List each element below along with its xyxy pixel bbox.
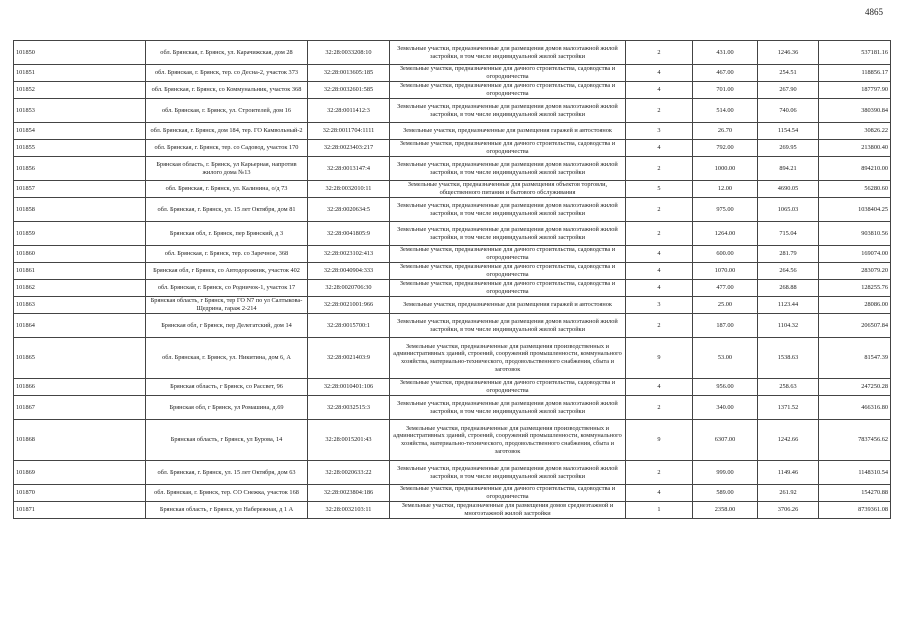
cell-land-use: Земельные участки, предназначенные для дачного строительства, садоводства и огородничества [390, 140, 626, 157]
cell-parcel-id: 101857 [14, 181, 146, 198]
cell-area: 26.70 [693, 123, 758, 140]
cell-parcel-id: 101870 [14, 485, 146, 502]
cell-parcel-id: 101856 [14, 157, 146, 181]
cell-cadastral-number: 32:28:0040904:333 [308, 263, 390, 280]
cell-cadastral-value: 247250.28 [819, 379, 891, 396]
cell-use-code: 4 [626, 246, 693, 263]
cell-specific-value: 281.79 [758, 246, 819, 263]
cell-cadastral-value: 1148310.54 [819, 461, 891, 485]
cell-parcel-id: 101851 [14, 65, 146, 82]
cell-cadastral-number: 32:28:0032103:11 [308, 502, 390, 519]
cell-use-code: 4 [626, 280, 693, 297]
cell-cadastral-value: 8739361.08 [819, 502, 891, 519]
cell-use-code: 4 [626, 379, 693, 396]
cell-address: Брянская область, г Брянск, со Рассвет, 96 [146, 379, 308, 396]
cell-address: обл. Брянская, г. Брянск, ул. 15 лет Октября, дом 63 [146, 461, 308, 485]
cell-specific-value: 1246.36 [758, 41, 819, 65]
cell-use-code: 2 [626, 157, 693, 181]
cell-parcel-id: 101864 [14, 314, 146, 338]
cell-area: 600.00 [693, 246, 758, 263]
cell-use-code: 3 [626, 123, 693, 140]
cell-land-use: Земельные участки, предназначенные для дачного строительства, садоводства и огородничества [390, 246, 626, 263]
cell-specific-value: 1538.63 [758, 338, 819, 379]
cell-cadastral-number: 32:28:0032601:585 [308, 82, 390, 99]
cell-area: 53.00 [693, 338, 758, 379]
cell-cadastral-value: 894210.00 [819, 157, 891, 181]
cell-specific-value: 269.95 [758, 140, 819, 157]
cell-land-use: Земельные участки, предназначенные для размещения домов малоэтажной жилой застройки, в том числе индивидуальной жилой застройки [390, 41, 626, 65]
cell-address: Брянская обл, г Брянск, ул Ромашина, д.69 [146, 396, 308, 420]
cell-cadastral-value: 466316.80 [819, 396, 891, 420]
cell-cadastral-value: 206507.84 [819, 314, 891, 338]
cell-parcel-id: 101860 [14, 246, 146, 263]
cell-specific-value: 4690.05 [758, 181, 819, 198]
cell-cadastral-number: 32:28:0023804:186 [308, 485, 390, 502]
table-row [14, 41, 891, 65]
cell-cadastral-value: 28086.00 [819, 297, 891, 314]
table-row [14, 379, 891, 396]
cell-area: 467.00 [693, 65, 758, 82]
cell-land-use: Земельные участки, предназначенные для дачного строительства, садоводства и огородничества [390, 379, 626, 396]
cell-parcel-id: 101866 [14, 379, 146, 396]
cell-land-use: Земельные участки, предназначенные для дачного строительства, садоводства и огородничества [390, 82, 626, 99]
cell-specific-value: 1154.54 [758, 123, 819, 140]
cell-address: обл. Брянская, г. Брянск, тер. СО Снежка, участок 168 [146, 485, 308, 502]
cell-parcel-id: 101859 [14, 222, 146, 246]
cell-parcel-id: 101865 [14, 338, 146, 379]
cell-cadastral-value: 903810.56 [819, 222, 891, 246]
cell-specific-value: 3706.26 [758, 502, 819, 519]
cell-address: обл. Брянская, г. Брянск, со Коммунальник, участок 368 [146, 82, 308, 99]
table-row [14, 263, 891, 280]
cell-address: Брянская обл, г. Брянск, пер Брянский, д 3 [146, 222, 308, 246]
cell-land-use: Земельные участки, предназначенные для дачного строительства, садоводства и огородничества [390, 65, 626, 82]
table-row [14, 82, 891, 99]
cell-specific-value: 261.92 [758, 485, 819, 502]
table-row [14, 198, 891, 222]
cell-cadastral-number: 32:28:0011704:1111 [308, 123, 390, 140]
table-row [14, 246, 891, 263]
cell-cadastral-number: 32:28:0015201:43 [308, 420, 390, 461]
cell-land-use: Земельные участки, предназначенные для размещения домов малоэтажной жилой застройки, в том числе индивидуальной жилой застройки [390, 99, 626, 123]
cell-specific-value: 267.90 [758, 82, 819, 99]
cell-use-code: 3 [626, 297, 693, 314]
cell-area: 514.00 [693, 99, 758, 123]
cell-land-use: Земельные участки, предназначенные для дачного строительства, садоводства и огородничества [390, 485, 626, 502]
cell-address: обл. Брянская, г. Брянск, тер. со Заречное, 368 [146, 246, 308, 263]
cell-use-code: 2 [626, 99, 693, 123]
table-row [14, 99, 891, 123]
cell-cadastral-number: 32:28:0011412:3 [308, 99, 390, 123]
cell-use-code: 2 [626, 461, 693, 485]
cell-address: Брянская обл, г Брянск, пер Делегатский, дом 14 [146, 314, 308, 338]
table-row [14, 396, 891, 420]
cell-area: 25.00 [693, 297, 758, 314]
cell-use-code: 2 [626, 41, 693, 65]
cell-cadastral-number: 32:28:0041805:9 [308, 222, 390, 246]
table-row [14, 502, 891, 519]
cell-cadastral-value: 128255.76 [819, 280, 891, 297]
cell-parcel-id: 101858 [14, 198, 146, 222]
cell-cadastral-number: 32:28:0032515:3 [308, 396, 390, 420]
cell-cadastral-value: 187797.90 [819, 82, 891, 99]
cell-area: 792.00 [693, 140, 758, 157]
cell-use-code: 2 [626, 396, 693, 420]
cell-land-use: Земельные участки, предназначенные для размещения домов малоэтажной жилой застройки, в том числе индивидуальной жилой застройки [390, 222, 626, 246]
cell-area: 340.00 [693, 396, 758, 420]
land-registry-table [13, 40, 891, 519]
cell-cadastral-number: 32:28:0023102:413 [308, 246, 390, 263]
table-body [14, 41, 891, 519]
cell-land-use: Земельные участки, предназначенные для размещения домов малоэтажной жилой застройки, в том числе индивидуальной жилой застройки [390, 314, 626, 338]
cell-use-code: 4 [626, 82, 693, 99]
cell-parcel-id: 101863 [14, 297, 146, 314]
cell-land-use: Земельные участки, предназначенные для дачного строительства, садоводства и огородничества [390, 263, 626, 280]
cell-parcel-id: 101871 [14, 502, 146, 519]
cell-cadastral-number: 32:28:0020706:30 [308, 280, 390, 297]
cell-parcel-id: 101850 [14, 41, 146, 65]
cell-use-code: 4 [626, 263, 693, 280]
cell-use-code: 5 [626, 181, 693, 198]
cell-cadastral-value: 380390.84 [819, 99, 891, 123]
cell-cadastral-number: 32:28:0015700:1 [308, 314, 390, 338]
cell-specific-value: 1242.66 [758, 420, 819, 461]
table-row [14, 314, 891, 338]
cell-cadastral-number: 32:28:0010401:106 [308, 379, 390, 396]
cell-use-code: 2 [626, 222, 693, 246]
cell-address: обл. Брянская, г. Брянск, со Родничок-1, участок 17 [146, 280, 308, 297]
cell-parcel-id: 101853 [14, 99, 146, 123]
cell-address: Брянская область, г Брянск, ул Набережная, д 1 А [146, 502, 308, 519]
cell-use-code: 9 [626, 420, 693, 461]
cell-use-code: 2 [626, 198, 693, 222]
cell-parcel-id: 101854 [14, 123, 146, 140]
cell-address: Брянская область, г. Брянск, ул Карьерная, напротив жилого дома №13 [146, 157, 308, 181]
table-row [14, 222, 891, 246]
cell-land-use: Земельные участки, предназначенные для размещения объектов торговли, общественного питания и бытового обслуживания [390, 181, 626, 198]
cell-use-code: 9 [626, 338, 693, 379]
cell-specific-value: 740.06 [758, 99, 819, 123]
cell-cadastral-number: 32:28:0013605:185 [308, 65, 390, 82]
cell-land-use: Земельные участки, предназначенные для размещения производственных и административных зданий, строений, сооружений промышленности, коммунального хозяйства, материально-технического, продовольственного снабжения, сбыта и заготовок [390, 420, 626, 461]
table-row [14, 280, 891, 297]
cell-use-code: 4 [626, 485, 693, 502]
cell-address: Брянская обл, г Брянск, со Автодорожник, участок 402 [146, 263, 308, 280]
cell-cadastral-value: 1038404.25 [819, 198, 891, 222]
cell-specific-value: 1065.03 [758, 198, 819, 222]
cell-land-use: Земельные участки, предназначенные для размещения гаражей и автостоянок [390, 297, 626, 314]
cell-land-use: Земельные участки, предназначенные для размещения домов малоэтажной жилой застройки, в том числе индивидуальной жилой застройки [390, 396, 626, 420]
cell-area: 1264.00 [693, 222, 758, 246]
cell-specific-value: 254.51 [758, 65, 819, 82]
cell-cadastral-value: 118856.17 [819, 65, 891, 82]
cell-area: 1000.00 [693, 157, 758, 181]
cell-address: Брянская область, г Брянск, тер ГО N7 по ул Салтыкова-Щедрина, гараж 2-214 [146, 297, 308, 314]
cell-area: 2358.00 [693, 502, 758, 519]
cell-cadastral-value: 30826.22 [819, 123, 891, 140]
cell-parcel-id: 101861 [14, 263, 146, 280]
cell-address: обл. Брянская, г. Брянск, ул. Строителей, дом 16 [146, 99, 308, 123]
cell-cadastral-number: 32:28:0013147:4 [308, 157, 390, 181]
cell-area: 431.00 [693, 41, 758, 65]
cell-area: 477.00 [693, 280, 758, 297]
cell-area: 589.00 [693, 485, 758, 502]
cell-land-use: Земельные участки, предназначенные для размещения домов малоэтажной жилой застройки, в том числе индивидуальной жилой застройки [390, 461, 626, 485]
page-number: 4865 [865, 7, 883, 17]
cell-use-code: 4 [626, 65, 693, 82]
cell-address: обл. Брянская, г. Брянск, тер. со Садовод, участок 170 [146, 140, 308, 157]
table-row [14, 181, 891, 198]
cell-cadastral-number: 32:28:0033208:10 [308, 41, 390, 65]
cell-specific-value: 715.04 [758, 222, 819, 246]
cell-area: 956.00 [693, 379, 758, 396]
cell-address: обл. Брянская, г. Брянск, дом 184, тер. ГО Камвольный-2 [146, 123, 308, 140]
cell-use-code: 1 [626, 502, 693, 519]
cell-area: 12.00 [693, 181, 758, 198]
cell-land-use: Земельные участки, предназначенные для размещения производственных и административных зданий, строений, сооружений промышленности, коммунального хозяйства, материально-технического, продовольственного снабжения, сбыта и заготовок [390, 338, 626, 379]
cell-land-use: Земельные участки, предназначенные для размещения гаражей и автостоянок [390, 123, 626, 140]
cell-address: обл. Брянская, г. Брянск, тер. со Десна-2, участок 373 [146, 65, 308, 82]
table-row [14, 157, 891, 181]
cell-specific-value: 1149.46 [758, 461, 819, 485]
table-row [14, 420, 891, 461]
cell-cadastral-value: 7837456.62 [819, 420, 891, 461]
cell-area: 975.00 [693, 198, 758, 222]
cell-area: 6307.00 [693, 420, 758, 461]
cell-cadastral-value: 213800.40 [819, 140, 891, 157]
cell-parcel-id: 101852 [14, 82, 146, 99]
table-row [14, 123, 891, 140]
cell-specific-value: 264.56 [758, 263, 819, 280]
cell-cadastral-value: 81547.39 [819, 338, 891, 379]
cell-land-use: Земельные участки, предназначенные для размещения домов малоэтажной жилой застройки, в том числе индивидуальной жилой застройки [390, 198, 626, 222]
cell-cadastral-value: 283079.20 [819, 263, 891, 280]
cell-specific-value: 1104.32 [758, 314, 819, 338]
cell-area: 701.00 [693, 82, 758, 99]
cell-cadastral-number: 32:28:0021001:966 [308, 297, 390, 314]
table-row [14, 461, 891, 485]
cell-address: обл. Брянская, г. Брянск, ул. 15 лет Октября, дом 81 [146, 198, 308, 222]
cell-cadastral-value: 537181.16 [819, 41, 891, 65]
cell-parcel-id: 101868 [14, 420, 146, 461]
cell-land-use: Земельные участки, предназначенные для размещения домов среднеэтажной и многоэтажной жилой застройки [390, 502, 626, 519]
cell-cadastral-value: 169074.00 [819, 246, 891, 263]
cell-parcel-id: 101867 [14, 396, 146, 420]
cell-cadastral-number: 32:28:0023403:217 [308, 140, 390, 157]
cell-specific-value: 258.63 [758, 379, 819, 396]
cell-area: 1070.00 [693, 263, 758, 280]
cell-use-code: 2 [626, 314, 693, 338]
table-row [14, 338, 891, 379]
cell-specific-value: 1123.44 [758, 297, 819, 314]
table-row [14, 140, 891, 157]
cell-cadastral-number: 32:28:0020633:22 [308, 461, 390, 485]
cell-address: обл. Брянская, г. Брянск, ул. Никитина, дом 6, А [146, 338, 308, 379]
cell-land-use: Земельные участки, предназначенные для размещения домов малоэтажной жилой застройки, в том числе индивидуальной жилой застройки [390, 157, 626, 181]
table-row [14, 65, 891, 82]
cell-parcel-id: 101855 [14, 140, 146, 157]
table-row [14, 485, 891, 502]
cell-specific-value: 268.88 [758, 280, 819, 297]
table-row [14, 297, 891, 314]
cell-address: обл. Брянская, г. Брянск, ул. Калинина, о/д 73 [146, 181, 308, 198]
cell-address: Брянская область, г Брянск, ул Бурова, 14 [146, 420, 308, 461]
cell-cadastral-number: 32:28:0021403:9 [308, 338, 390, 379]
cell-land-use: Земельные участки, предназначенные для дачного строительства, садоводства и огородничества [390, 280, 626, 297]
cell-specific-value: 1371.52 [758, 396, 819, 420]
cell-address: обл. Брянская, г. Брянск, ул. Карачижская, дом 28 [146, 41, 308, 65]
cell-area: 999.00 [693, 461, 758, 485]
cell-specific-value: 894.21 [758, 157, 819, 181]
cell-use-code: 4 [626, 140, 693, 157]
cell-cadastral-number: 32:28:0020634:5 [308, 198, 390, 222]
cell-cadastral-number: 32:28:0032010:11 [308, 181, 390, 198]
cell-parcel-id: 101862 [14, 280, 146, 297]
cell-cadastral-value: 154270.88 [819, 485, 891, 502]
cell-area: 187.00 [693, 314, 758, 338]
cell-cadastral-value: 56280.60 [819, 181, 891, 198]
cell-parcel-id: 101869 [14, 461, 146, 485]
